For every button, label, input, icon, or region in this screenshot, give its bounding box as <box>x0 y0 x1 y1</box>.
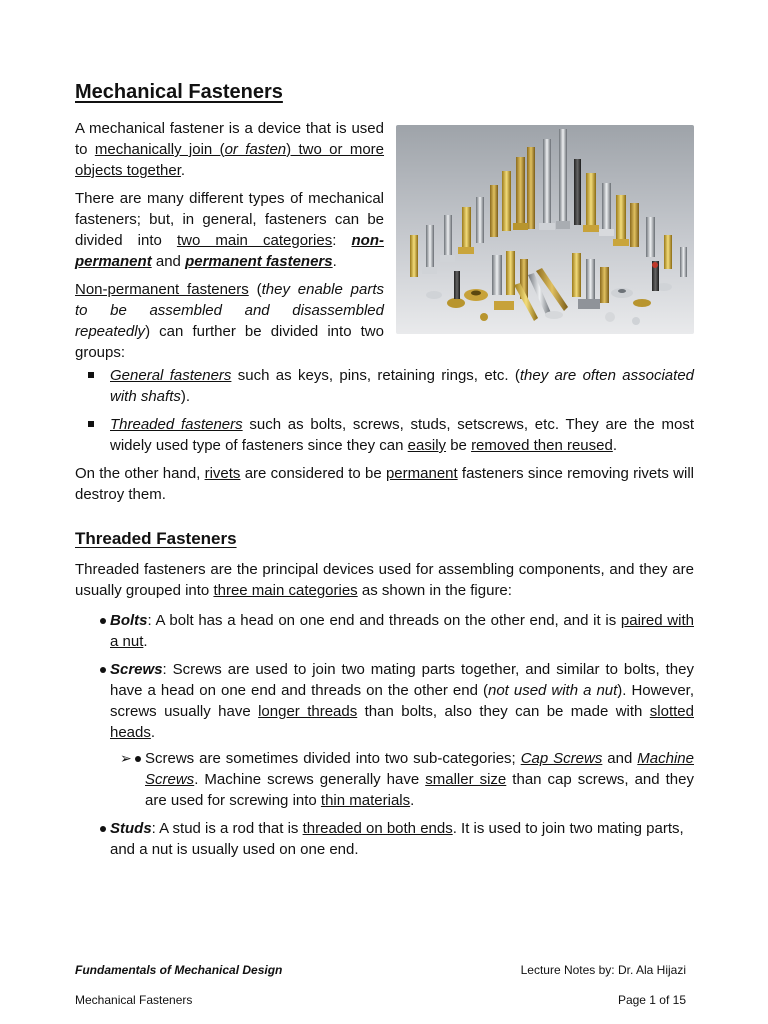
threaded-categories-list <box>75 610 694 860</box>
types-paragraph: There are many different types of mechanical fasteners; but, in general, fasteners can be divided into two main categories: non-permanent and permanent fasteners. <box>75 190 384 270</box>
document-body <box>75 78 694 867</box>
nonpermanent-groups-list <box>75 365 694 456</box>
rivets-paragraph: On the other hand, rivets are considered to be permanent fasteners since removing rivets will destroy them. <box>75 465 694 503</box>
page-title: Mechanical Fasteners <box>75 81 283 103</box>
list-item-subcategories: ➢ Screws are sometimes divided into two sub-categories; Cap Screws and Machine Screws. Machine screws generally have smaller size than cap screws, and they are used for screwing into thin materials. <box>110 748 694 811</box>
footer-page-number: Page 1 of 15 <box>617 993 686 1007</box>
footer-section: Mechanical Fasteners <box>75 993 193 1007</box>
threaded-intro-paragraph: Threaded fasteners are the principal devices used for assembling components, and they are usually grouped into three main categories as shown in the figure: <box>75 561 694 599</box>
fasteners-photo <box>396 125 694 334</box>
list-item: Threaded fasteners such as bolts, screws, studs, setscrews, etc. They are the most widely used type of fasteners since they can easily be removed then reused. <box>75 414 694 456</box>
screws-subcategory-list <box>110 748 694 811</box>
nonpermanent-paragraph: Non-permanent fasteners (they enable parts to be assembled and disassembled repeatedly) can further be divided into two groups: <box>75 281 384 361</box>
list-item-screws: Screws: Screws are used to join two mating parts together, and similar to bolts, they have a head on one end and threads on the other end (not used with a nut). However, screws usually have longer threads than bolts, also they can be made with slotted heads. ➢ Screws are sometimes divided into two sub-categories; Cap Screws and Machine Screws. Machine screws generally have smaller size than cap screws, and they are used for screwing into thin materials. <box>75 659 694 811</box>
arrow-bullet-icon: ➢ <box>120 750 132 766</box>
list-item-bolts: Bolts: A bolt has a head on one end and threads on the other end, and it is paired with a nut. <box>75 610 694 652</box>
footer-course: Fundamentals of Mechanical Design <box>75 963 283 977</box>
intro-paragraph: A mechanical fastener is a device that is used to mechanically join (or fasten) two or more objects together. <box>75 120 385 179</box>
section-heading-threaded-fasteners: Threaded Fasteners <box>75 529 237 548</box>
list-item-studs: Studs: A stud is a rod that is threaded on both ends. It is used to join two mating parts, and a nut is usually used on one end. <box>75 818 694 860</box>
list-item: General fasteners such as keys, pins, retaining rings, etc. (they are often associated with shafts). <box>75 365 694 407</box>
footer-notes: Lecture Notes by: Dr. Ala Hijazi <box>520 963 686 977</box>
